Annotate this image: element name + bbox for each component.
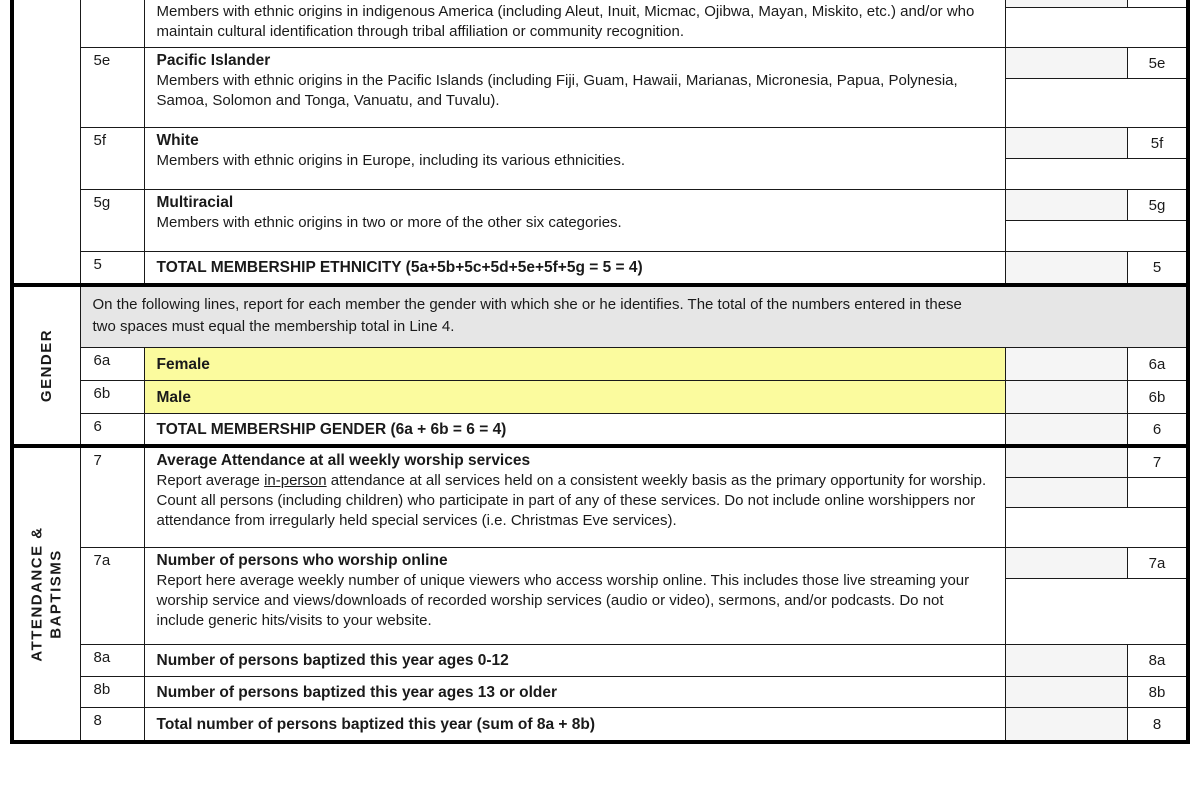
- ethnicity-side-column: [14, 0, 81, 283]
- line-number-cell: 8a: [81, 645, 145, 676]
- entry-box-row: [1006, 348, 1186, 380]
- row-title: Total number of persons baptized this year (sum of 8a + 8b): [156, 715, 596, 733]
- line-number-cell: 5f: [81, 128, 145, 189]
- row-title: Female: [156, 355, 210, 373]
- ref-label-cell: 8: [1128, 708, 1186, 740]
- entry-area: [1006, 645, 1186, 676]
- form-row-7: [81, 448, 1187, 548]
- entry-box-6a[interactable]: [1006, 348, 1128, 380]
- row-title: Number of persons baptized this year ages 0-12: [156, 652, 509, 669]
- gender-instructions-line1: On the following lines, report for each member the gender with which she or he identifies. The total of the numbers entered in these: [92, 296, 962, 313]
- attendance-rows: [81, 448, 1187, 740]
- entry-area: [1006, 381, 1186, 413]
- line-number-cell: [81, 0, 145, 47]
- entry-box-8a[interactable]: [1006, 645, 1128, 676]
- entry-area: [1006, 414, 1186, 444]
- entry-box-7a[interactable]: [1006, 548, 1128, 578]
- form-row-6b: [81, 381, 1187, 414]
- line-number-cell: 7: [81, 448, 145, 547]
- row-description: Members with ethnic origins in indigenous America (including Aleut, Inuit, Micmac, Ojibwa, Mayan, Miskito, etc.) and/or who maintain cultural identification through tribal affiliation or community recognition.: [156, 3, 975, 40]
- entry-area-filler: [1006, 221, 1186, 251]
- entry-area-filler: [1006, 79, 1186, 127]
- entry-area-filler: [1006, 579, 1186, 644]
- attendance-baptisms-section: [14, 448, 1186, 740]
- description-cell: [145, 708, 1007, 740]
- ref-label-cell: 8b: [1128, 677, 1186, 707]
- ref-label-cell: 6: [1128, 414, 1186, 444]
- entry-box-5f[interactable]: [1006, 128, 1128, 158]
- description-cell: [145, 48, 1007, 127]
- description-cell: [145, 190, 1007, 251]
- ref-label-cell: 5: [1128, 252, 1186, 283]
- entry-box-6b[interactable]: [1006, 381, 1128, 413]
- entry-box-row: [1006, 677, 1186, 707]
- description-cell: [145, 677, 1007, 707]
- ref-label-cell: 5g: [1128, 190, 1186, 220]
- form-row-6-total: [81, 414, 1187, 444]
- gender-rows: [81, 287, 1187, 444]
- entry-area: [1006, 448, 1186, 547]
- form-row-7a: [81, 548, 1187, 645]
- entry-area: [1006, 348, 1186, 380]
- entry-box-row: [1006, 128, 1186, 159]
- form-row-5e: [81, 48, 1187, 128]
- entry-area: [1006, 128, 1186, 189]
- row-title: White: [156, 132, 199, 149]
- attendance-side-column: [14, 448, 81, 740]
- description-cell: [145, 448, 1007, 547]
- form-row-5-total: [81, 252, 1187, 283]
- description-cell: [145, 548, 1007, 644]
- ref-label-cell: 6b: [1128, 381, 1186, 413]
- statistical-report-form: [10, 0, 1190, 744]
- ref-label-cell: [1128, 478, 1186, 507]
- description-cell: [145, 414, 1007, 444]
- gender-instructions-line2: two spaces must equal the membership total in Line 4.: [92, 318, 455, 335]
- description-cell-highlighted: [145, 381, 1007, 413]
- description-cell-highlighted: [145, 348, 1007, 380]
- row-description: [157, 471, 996, 531]
- form-row-5g: [81, 190, 1187, 252]
- gender-section: [14, 287, 1186, 448]
- row-title: Number of persons who worship online: [156, 552, 448, 569]
- row-description: Report here average weekly number of unique viewers who access worship online. This includes those live streaming your worship service and views/downloads of recorded worship services (audio or video), sermons, and/or podcasts. Do not include generic hits/visits to your website.: [156, 572, 970, 629]
- description-cell: [145, 0, 1007, 47]
- entry-area: [1006, 548, 1186, 644]
- attendance-section-label-line1: ATTENDANCE &: [28, 526, 46, 662]
- row-title: TOTAL MEMBERSHIP GENDER (6a + 6b = 6 = 4): [156, 420, 507, 438]
- line-number-cell: 6a: [81, 348, 145, 380]
- entry-area: [1006, 190, 1186, 251]
- row-description-post: attendance at all services held on a consistent weekly basis as the primary opportunity for worship. Count all persons (including children) who participate in part of any of these services. Do not include online worshippers nor attendance from irregularly held special services (i.e. Christmas Eve services).: [156, 472, 987, 529]
- row-title: Male: [156, 388, 191, 406]
- line-number-cell: 8b: [81, 677, 145, 707]
- entry-box-row: [1006, 48, 1186, 79]
- entry-box-row: [1006, 252, 1186, 283]
- entry-box-5d[interactable]: [1006, 0, 1128, 7]
- entry-area: [1006, 48, 1186, 127]
- ref-label-cell: 5e: [1128, 48, 1186, 78]
- entry-box-5e[interactable]: [1006, 48, 1128, 78]
- form-row-8-total: [81, 708, 1187, 740]
- entry-box-row: [1006, 448, 1186, 478]
- entry-box-row: [1006, 381, 1186, 413]
- entry-area: [1006, 252, 1186, 283]
- entry-box-row: [1006, 190, 1186, 221]
- entry-area-filler: [1006, 508, 1186, 547]
- row-description: Members with ethnic origins in two or more of the other six categories.: [156, 214, 622, 231]
- entry-box-5g[interactable]: [1006, 190, 1128, 220]
- ethnicity-rows: [81, 0, 1187, 283]
- ref-label-cell: 6a: [1128, 348, 1186, 380]
- form-row-5f: [81, 128, 1187, 190]
- entry-box-8b[interactable]: [1006, 677, 1128, 707]
- entry-area: [1006, 0, 1186, 47]
- gender-section-label: GENDER: [38, 328, 56, 403]
- row-description-underlined: in-person: [264, 472, 327, 489]
- ref-label-cell: 8a: [1128, 645, 1186, 676]
- ethnicity-section: [14, 0, 1186, 287]
- row-title: Pacific Islander: [156, 52, 271, 69]
- entry-box-8-total[interactable]: [1006, 708, 1128, 740]
- ref-label-cell: 7: [1128, 448, 1186, 477]
- entry-area-filler: [1006, 8, 1186, 47]
- ref-label-cell: 7a: [1128, 548, 1186, 578]
- gender-instructions: [81, 287, 1187, 348]
- description-cell: [145, 645, 1007, 676]
- entry-box-5-total[interactable]: [1006, 252, 1128, 283]
- entry-box-row: [1006, 548, 1186, 579]
- entry-area: [1006, 708, 1186, 740]
- entry-box-row: [1006, 645, 1186, 676]
- line-number-cell: 6b: [81, 381, 145, 413]
- line-number-cell: 5g: [81, 190, 145, 251]
- ref-label-cell: [1128, 0, 1186, 7]
- row-description: Members with ethnic origins in the Pacific Islands (including Fiji, Guam, Hawaii, Marianas, Micronesia, Papua, Polynesia, Samoa, Solomon and Tonga, Vanuatu, and Tuvalu).: [156, 72, 958, 109]
- entry-box-row: [1006, 708, 1186, 740]
- row-description: Members with ethnic origins in Europe, including its various ethnicities.: [156, 152, 626, 169]
- entry-box-row: [1006, 0, 1186, 8]
- form-row-8b: [81, 677, 1187, 708]
- description-cell: [145, 128, 1007, 189]
- line-number-cell: 5: [81, 252, 145, 283]
- form-row-6a: [81, 348, 1187, 381]
- line-number-cell: 8: [81, 708, 145, 740]
- line-number-cell: 6: [81, 414, 145, 444]
- row-title: Multiracial: [156, 194, 234, 211]
- ref-label-cell: 5f: [1128, 128, 1186, 158]
- entry-box-row-secondary: [1006, 478, 1186, 508]
- form-row-5d-partial: [81, 0, 1187, 48]
- row-title: Average Attendance at all weekly worship services: [156, 452, 531, 469]
- row-description-pre: Report average: [156, 472, 265, 489]
- row-title: Number of persons baptized this year ages 13 or older: [156, 683, 558, 701]
- form-row-8a: [81, 645, 1187, 677]
- description-cell: [145, 252, 1007, 283]
- line-number-cell: 5e: [81, 48, 145, 127]
- entry-box-row: [1006, 414, 1186, 444]
- entry-box-7-secondary[interactable]: [1006, 478, 1128, 507]
- entry-area-filler: [1006, 159, 1186, 189]
- row-title: TOTAL MEMBERSHIP ETHNICITY (5a+5b+5c+5d+5e+5f+5g = 5 = 4): [156, 259, 643, 276]
- attendance-section-label: [28, 526, 66, 661]
- gender-side-column: [14, 287, 81, 444]
- entry-box-6-total[interactable]: [1006, 414, 1128, 444]
- line-number-cell: 7a: [81, 548, 145, 644]
- entry-box-7[interactable]: [1006, 448, 1128, 477]
- entry-area: [1006, 677, 1186, 707]
- attendance-section-label-line2: BAPTISMS: [47, 549, 65, 639]
